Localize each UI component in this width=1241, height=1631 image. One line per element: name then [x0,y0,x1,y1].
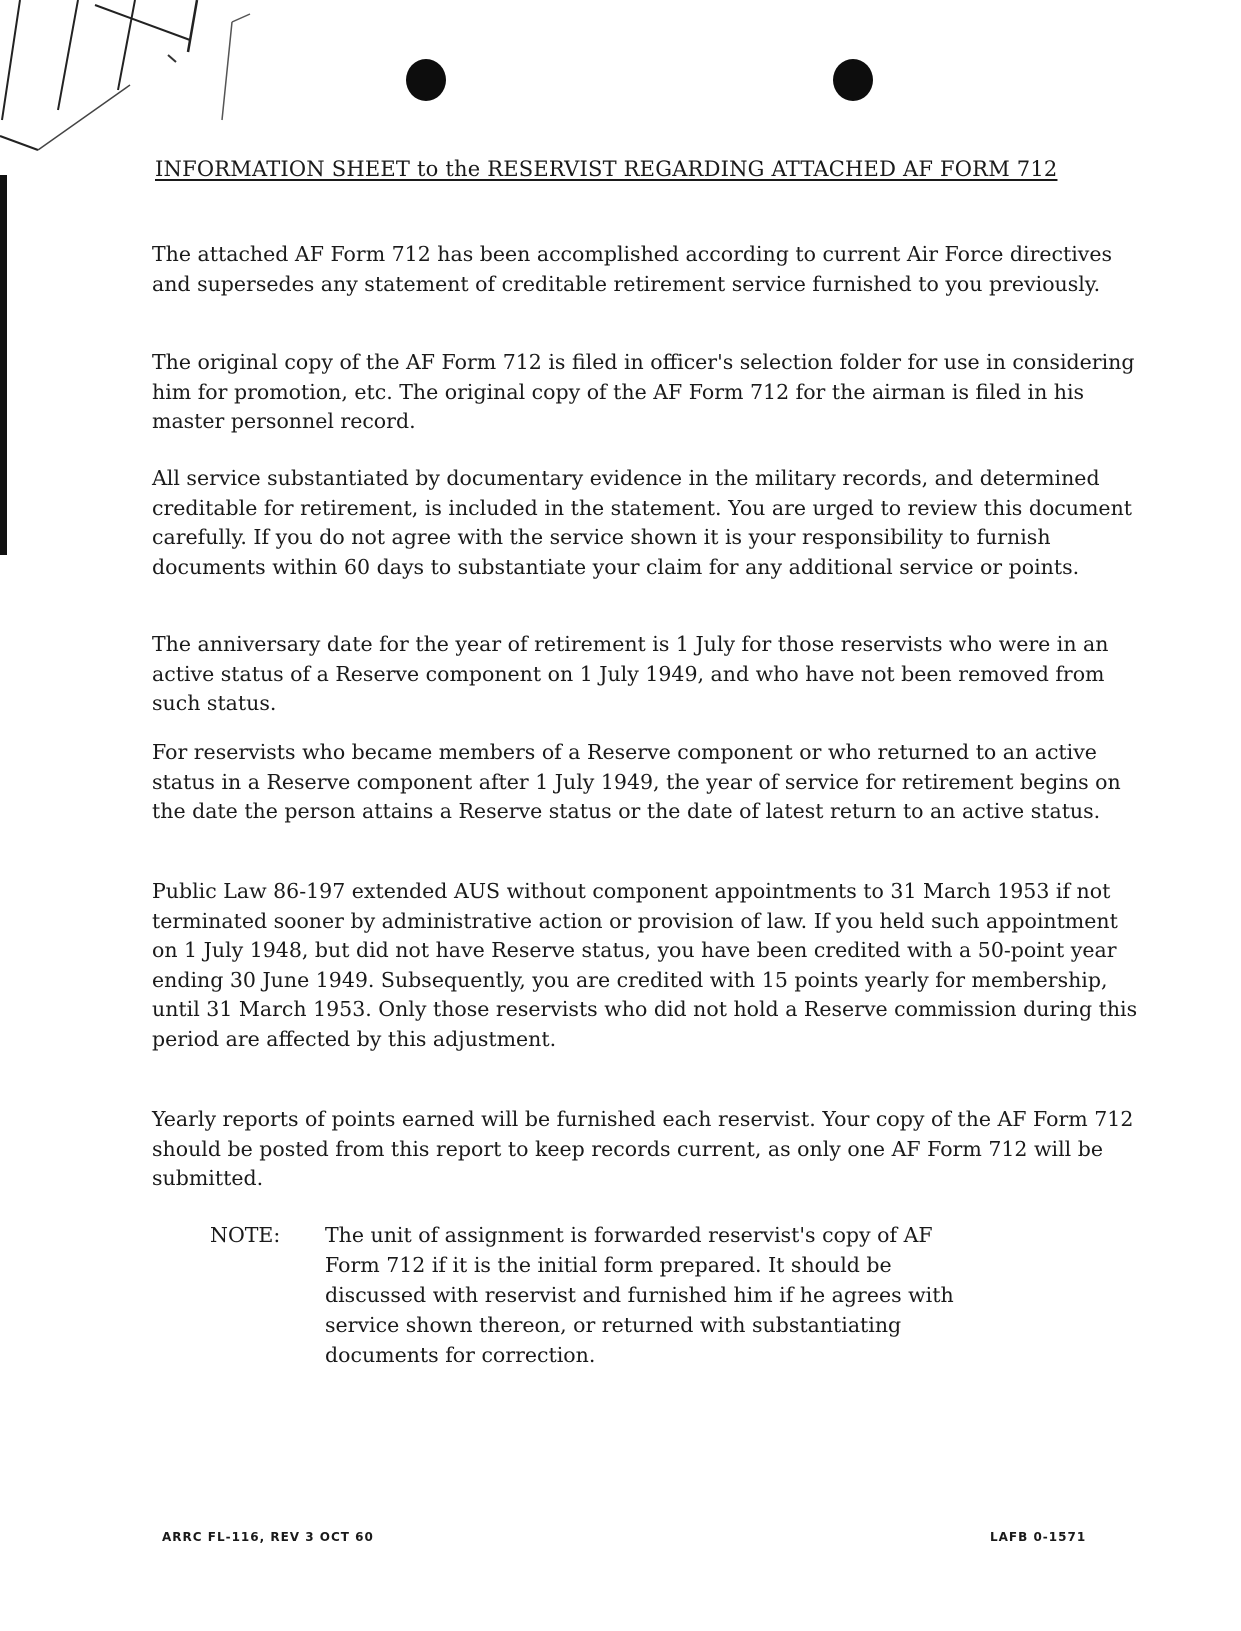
scan-edge-shadow [0,175,7,555]
paragraph-text: The attached AF Form 712 has been accomplished according to current Air Force directives and supersedes any statement of creditable retirement service furnished to you previously. [152,242,1113,296]
paragraph-text: Public Law 86-197 extended AUS without component appointments to 31 March 1953 if not terminated sooner by administrative action or provision of law. If you held such appointment on 1 July 1948, but did not have Reserve status, you have been credited with a 50-point year ending 30 June 1949. Subsequently, you are credited with 15 points yearly for membership, until 31 March 1953. Only those reservists who did not hold a Reserve commission during this period are affected by this adjustment. [152,879,1138,1051]
paragraph-6 [152,877,1142,1054]
punch-hole-left [406,59,446,101]
paragraph-text: The anniversary date for the year of retirement is 1 July for those reservists who were in an active status of a Reserve component on 1 July 1949, and who have not been removed from such status. [152,632,1109,715]
paragraph-text: Yearly reports of points earned will be furnished each reservist. Your copy of the AF Form 712 should be posted from this report to keep records current, as only one AF Form 712 will be submitted. [152,1107,1134,1190]
paragraph-5 [152,738,1142,827]
paragraph-7 [152,1105,1142,1194]
paragraph-text: For reservists who became members of a Reserve component or who returned to an active status in a Reserve component after 1 July 1949, the year of service for retirement begins on the date the person attains a Reserve status or the date of latest return to an active status. [152,740,1121,823]
corner-scan-marks [0,0,300,240]
document-title: INFORMATION SHEET to the RESERVIST REGARDING ATTACHED AF FORM 712 [155,157,1058,181]
paragraph-4 [152,630,1142,719]
paragraph-text: All service substantiated by documentary evidence in the military records, and determined creditable for retirement, is included in the statement. You are urged to review this document carefully. If you do not agree with the service shown it is your responsibility to furnish documents within 60 days to substantiate your claim for any additional service or points. [152,466,1133,579]
punch-hole-right [833,59,873,101]
print-code-footer: LAFB 0-1571 [990,1530,1087,1544]
paragraph-text: The original copy of the AF Form 712 is filed in officer's selection folder for use in considering him for promotion, etc. The original copy of the AF Form 712 for the airman is filed in his master personnel record. [152,350,1135,433]
note-label: NOTE: [210,1223,281,1247]
note-text: The unit of assignment is forwarded reservist's copy of AF Form 712 if it is the initial form prepared. It should be discussed with reservist and furnished him if he agrees with service shown thereon, or returned with substantiating documents for correction. [325,1223,954,1367]
form-number-footer: ARRC FL-116, REV 3 OCT 60 [162,1530,374,1544]
paragraph-2 [152,348,1142,437]
paragraph-1 [152,240,1142,299]
paragraph-3 [152,464,1142,582]
